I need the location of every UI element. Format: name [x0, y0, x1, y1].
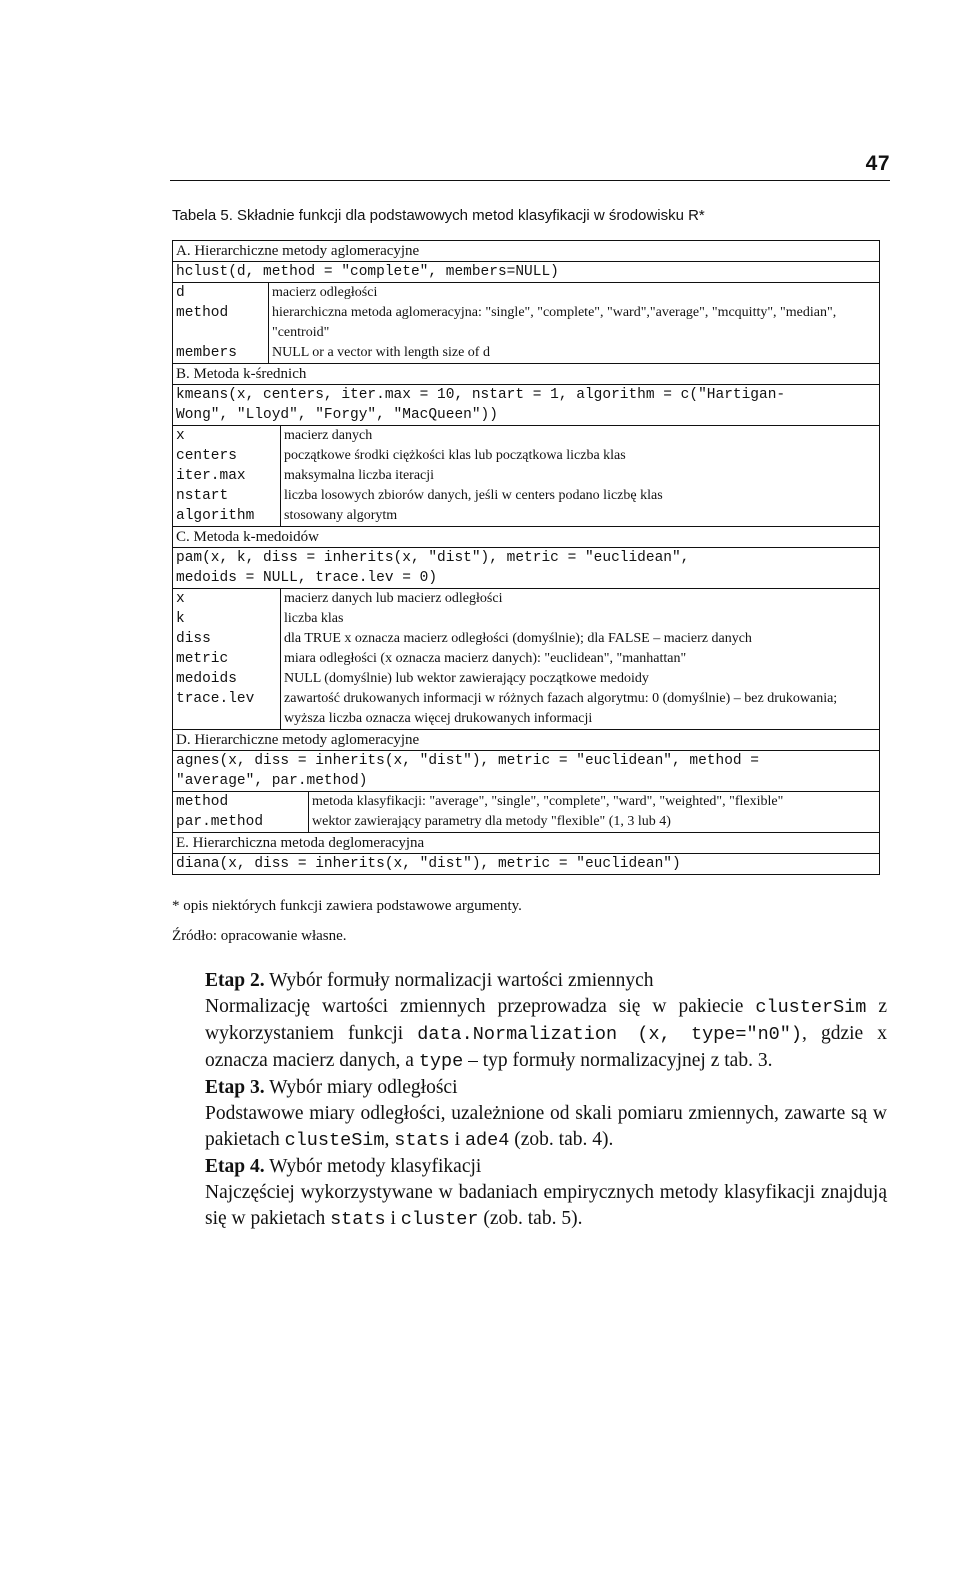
param-name: medoids	[173, 669, 281, 689]
param-desc: NULL or a vector with length size of d	[272, 345, 490, 360]
syntax-table	[172, 240, 880, 875]
signature-line: agnes(x, diss = inherits(x, "dist"), metric = "euclidean", method =	[176, 753, 759, 769]
etap-label: Etap 4.	[205, 1156, 265, 1177]
etap-title: Wybór formuły normalizacji wartości zmiennych	[264, 970, 654, 991]
section-a-signature	[173, 261, 879, 282]
code-run: clusteSim	[284, 1130, 385, 1151]
param-row	[173, 506, 879, 526]
param-row	[173, 629, 879, 649]
param-desc: liczba losowych zbiorów danych, jeśli w centers podano liczbę klas	[284, 488, 663, 503]
etap-label: Etap 3.	[205, 1077, 265, 1098]
section-c-params	[173, 588, 879, 729]
section-a-title: A. Hierarchiczne metody aglomeracyjne	[176, 243, 420, 259]
text-run: (zob. tab. 5).	[478, 1208, 583, 1229]
table-source: Źródło: opracowanie własne.	[172, 928, 347, 944]
param-name: diss	[173, 629, 281, 649]
text-run: Normalizację wartości zmiennych przeprowadza się w pakiecie	[205, 996, 756, 1017]
param-desc: stosowany algorytm	[284, 508, 398, 523]
page-number: 47	[865, 152, 890, 175]
param-desc: dla TRUE x oznacza macierz odległości (domyślnie); dla FALSE – macierz danych	[284, 631, 752, 646]
text-run: Podstawowe miary odległości, uzależnione od skali pomiaru zmiennych, zawarte są w pakietach	[205, 1103, 887, 1150]
code-run: ade4	[464, 1130, 510, 1151]
code-run: cluster	[400, 1209, 479, 1230]
signature-line: hclust(d, method = "complete", members=NULL)	[176, 264, 559, 280]
text-run: , gdzie x oznacza macierz danych, a	[205, 1023, 887, 1071]
text-run: Najczęściej wykorzystywane w badaniach empirycznych metody klasyfikacji znajdują się w pakietach	[205, 1182, 887, 1229]
code-run: type	[418, 1051, 464, 1072]
code-run: clusterSim	[755, 997, 867, 1018]
etap-title: Wybór miary odległości	[264, 1077, 458, 1098]
param-row	[173, 609, 879, 629]
section-c-title: C. Metoda k-medoidów	[173, 526, 879, 547]
signature-line: pam(x, k, diss = inherits(x, "dist"), metric = "euclidean",	[176, 550, 690, 566]
param-desc: macierz odległości	[272, 285, 378, 300]
param-row	[173, 669, 879, 689]
param-name: x	[173, 426, 281, 446]
section-b-title: B. Metoda k-średnich	[173, 363, 879, 384]
text-run: z wykorzystaniem funkcji	[205, 996, 887, 1044]
etap3-paragraph	[205, 1101, 887, 1154]
param-row	[173, 343, 879, 363]
param-desc: hierarchiczna metoda aglomeracyjna: "single", "complete", "ward","average", "mcquitty", "median", "centroid"	[272, 305, 837, 340]
signature-line: medoids = NULL, trace.lev = 0)	[176, 570, 438, 586]
code-run: stats	[394, 1130, 450, 1151]
param-name: method	[173, 303, 269, 343]
param-name: trace.lev	[173, 689, 281, 729]
text-run: i	[449, 1129, 465, 1150]
code-run: data.Normalization (x, type="n0")	[417, 1024, 802, 1045]
section-a-params	[173, 282, 879, 363]
signature-line: diana(x, diss = inherits(x, "dist"), metric = "euclidean")	[176, 856, 681, 872]
text-run: ,	[384, 1129, 395, 1150]
param-row	[173, 792, 879, 812]
param-name: x	[173, 589, 281, 609]
etap4-paragraph	[205, 1180, 887, 1233]
param-row	[173, 466, 879, 486]
param-desc: NULL (domyślnie) lub wektor zawierający początkowe medoidy	[284, 671, 649, 686]
text-run: (zob. tab. 4).	[509, 1129, 614, 1150]
param-desc: wektor zawierający parametry dla metody "flexible" (1, 3 lub 4)	[312, 814, 671, 829]
param-name: members	[173, 343, 269, 363]
code-run: stats	[330, 1209, 386, 1230]
param-desc: liczba klas	[284, 611, 344, 626]
param-name: k	[173, 609, 281, 629]
param-name: algorithm	[173, 506, 281, 526]
signature-line: Wong", "Lloyd", "Forgy", "MacQueen"))	[176, 407, 498, 423]
etap4-heading	[205, 1154, 887, 1180]
param-row	[173, 446, 879, 466]
param-name: metric	[173, 649, 281, 669]
signature-line: kmeans(x, centers, iter.max = 10, nstart = 1, algorithm = c("Hartigan-	[176, 387, 786, 403]
param-name: centers	[173, 446, 281, 466]
param-row	[173, 283, 879, 303]
param-row	[173, 812, 879, 832]
param-desc: metoda klasyfikacji: "average", "single", "complete", "ward", "weighted", "flexible"	[312, 794, 784, 809]
etap-label: Etap 2.	[205, 970, 265, 991]
etap2-paragraph	[205, 994, 887, 1075]
section-b-params	[173, 425, 879, 526]
param-desc: macierz danych	[284, 428, 373, 443]
table-caption: Tabela 5. Składnie funkcji dla podstawowych metod klasyfikacji w środowisku R*	[172, 207, 705, 224]
body-text	[205, 968, 887, 1233]
param-desc: maksymalna liczba iteracji	[284, 468, 435, 483]
param-name: par.method	[173, 812, 309, 832]
table-footnote: * opis niektórych funkcji zawiera podstawowe argumenty.	[172, 898, 522, 914]
etap-title: Wybór metody klasyfikacji	[264, 1156, 482, 1177]
section-d-signature	[173, 750, 879, 791]
param-name: method	[173, 792, 309, 812]
header-rule	[170, 180, 890, 181]
signature-line: "average", par.method)	[176, 773, 368, 789]
text-run: – typ formuły normalizacyjnej z tab. 3.	[463, 1050, 773, 1071]
etap3-heading	[205, 1075, 887, 1101]
section-d-params	[173, 791, 879, 832]
section-d-title: D. Hierarchiczne metody aglomeracyjne	[173, 729, 879, 750]
param-row	[173, 486, 879, 506]
param-row	[173, 589, 879, 609]
text-run: i	[385, 1208, 401, 1229]
param-row	[173, 649, 879, 669]
param-desc: macierz danych lub macierz odległości	[284, 591, 503, 606]
etap2-heading	[205, 968, 887, 994]
section-e-title: E. Hierarchiczna metoda deglomeracyjna	[173, 832, 879, 853]
param-name: nstart	[173, 486, 281, 506]
param-row	[173, 303, 879, 343]
param-name: iter.max	[173, 466, 281, 486]
param-name: d	[173, 283, 269, 303]
param-desc: miara odległości (x oznacza macierz danych): "euclidean", "manhattan"	[284, 651, 687, 666]
param-row	[173, 426, 879, 446]
section-c-signature	[173, 547, 879, 588]
param-desc: zawartość drukowanych informacji w różnych fazach algorytmu: 0 (domyślnie) – bez drukowania; wyższa liczba oznacza więcej drukowanych informacji	[284, 691, 838, 726]
section-e-signature	[173, 853, 879, 874]
param-row	[173, 689, 879, 729]
section-b-signature	[173, 384, 879, 425]
param-desc: początkowe środki ciężkości klas lub początkowa liczba klas	[284, 448, 626, 463]
